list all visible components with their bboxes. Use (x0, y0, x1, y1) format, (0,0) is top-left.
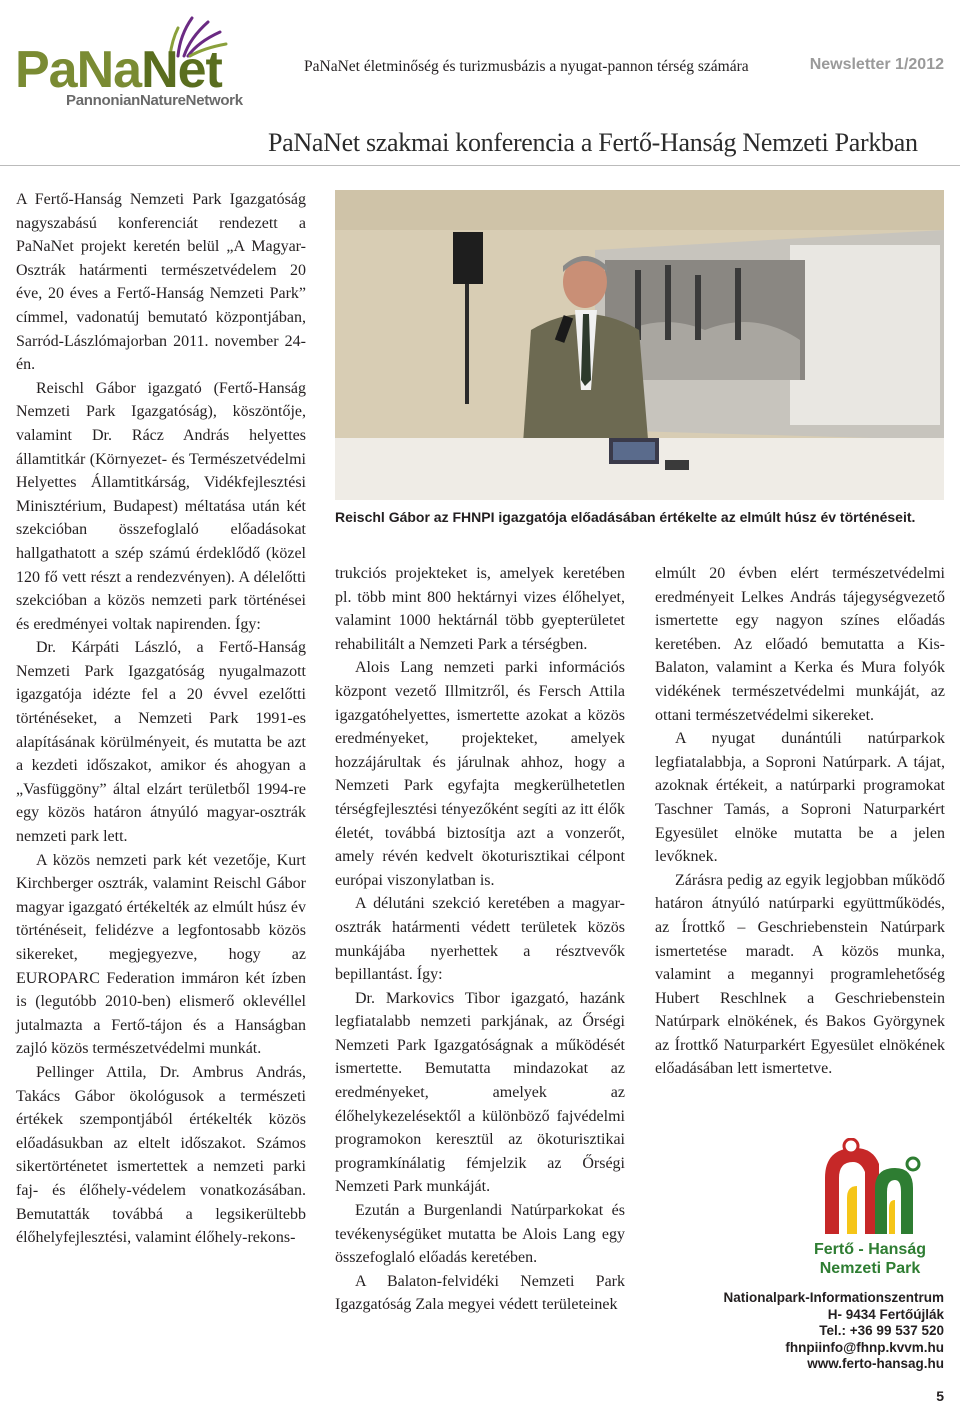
article-column-1 (16, 188, 306, 1250)
contact-address: H- 9434 Fertőújlák (827, 1306, 944, 1322)
paragraph: Alois Lang nemzeti parki információs központ vezető Illmitzről, és Fersch Attila igazgatóhelyettes, ismertette azokat a közös eredményeket, projekteket, amelyek hozzájárultak és járulnak ahhoz, hogy a Nemzeti Park egyfajta megkerülhetetlen térségfejlesztési tényezőként segíti az itt élők életét, továbbá biztosítja azt a vonzerőt, amely révén kedvelt ökoturisztikai célpont európai viszonylatban is. (335, 659, 625, 889)
contact-phone: Tel.: +36 99 537 520 (819, 1323, 944, 1338)
paragraph: trukciós projekteket is, amelyek keretében pl. több mint 800 hektárnyi vizes élőhelyet, valamint 1000 hektárnál több gyepterületet rehabilitált a Nemzeti Park a térségben. (335, 565, 625, 653)
paragraph: A Fertő-Hanság Nemzeti Park Igazgatóság nagyszabású konferenciát rendezett a PaNaNet projekt keretén belül „A Magyar-Osztrák határmenti természetvédelem 20 éve, 20 éves a Fertő-Hanság Nemzeti Park” címmel, vadonatúj bemutató központjában, Sarród-Lászlómajorban 2011. november 24-én. (16, 191, 306, 374)
contact-website[interactable]: www.ferto-hansag.hu (807, 1356, 944, 1371)
paragraph: A délutáni szekció keretében a magyar-osztrák határmenti védett területek közös munkájába nyerhettek a résztvevők bepillantást. Így: (335, 895, 625, 984)
paragraph: A közös nemzeti park két vezetője, Kurt Kirchberger osztrák, valamint Reischl Gábor magyar igazgató értékelték az elmúlt húsz év történéseit, felidézve a legfontosabb közös sikereket, megjegyezve, hogy az EUROPARC Federation immáron két ízben is (legutóbb 2010-ben) elismerő oklevéllel jutalmazta a Fertő-tájon és a Hanságban zajló közös természetvédelmi munkát. (16, 851, 306, 1058)
conference-photo (335, 190, 944, 500)
contact-block (723, 1290, 944, 1373)
article-column-3 (655, 562, 945, 1081)
paragraph: Dr. Kárpáti László, a Fertő-Hanság Nemzeti Park Igazgatóság nyugalmazott igazgatója idézte fel a 20 évvel ezelőtti történéseket, a Nemzeti Park 1991-es alapításának körülményeit, és mutatta be azt a kezdeti időszakot, amikor és ahogyan a „Vasfüggöny” által elzárt területből 1994-re egy közös határon átnyúló magyar-osztrák nemzeti park lett. (16, 639, 306, 846)
pananet-logo: PaNaNet (15, 41, 222, 99)
article-title: PaNaNet szakmai konferencia a Fertő-Hanság Nemzeti Parkban (268, 128, 918, 157)
paragraph: A Balaton-felvidéki Nemzeti Park Igazgatóság Zala megyei védett területeinek (335, 1272, 625, 1314)
paragraph: Reischl Gábor igazgató (Fertő-Hanság Nemzeti Park Igazgatóság), köszöntője, valamint Dr. Rácz András helyettes államtitkár (Környezet- és Természetvédelmi Helyettes Államtitkárság, Vidékfejlesztési Minisztérium, Budapest) méltatása után két szekcióban összefoglaló előadásokat hallgathatott a szép számú érdeklődő (közel 120 fő vett részt a rendezvényen). A délelőtti szekcióban a közös nemzeti park történései és eredményei voltak napirenden. Így: (16, 379, 306, 633)
contact-email[interactable]: fhnpiinfo@fhnp.kvvm.hu (785, 1339, 944, 1355)
photo-caption: Reischl Gábor az FHNPI igazgatója előadásában értékelte az elmúlt húsz év történéseit. (335, 509, 916, 525)
contact-org: Nationalpark-Informationszentrum (723, 1290, 944, 1305)
article-column-2 (335, 562, 625, 1317)
paragraph: Pellinger Attila, Dr. Ambrus András, Takács Gábor ökológusok a természeti értékek szempontjából értékelték közös előadásukban az eltelt időszakot. Számos sikertörténetet ismertettek a nemzeti parki faj- és élőhely-védelem vonatkozásában. Bemutatták továbbá a legsikerültebb élőhelyfejlesztési, valamint élőhely-rekons- (16, 1063, 306, 1247)
ferto-hansag-park-logo (795, 1138, 945, 1278)
paragraph: Zárásra pedig az egyik legjobban működő határon átnyúló natúrparki együttműködés, az Írottkő – Geschriebenstein Natúrpark ismertetése maradt. A közös munka, valamint a megannyi programlehetőség Hubert Reschlnek a Geschriebenstein Natúrpark elnökének, és Bakos Györgynek az Írottkő Naturparkért Egyesület elnökének előadásában lett ismertetve. (655, 871, 945, 1078)
newsletter-label: Newsletter 1/2012 (809, 56, 944, 73)
paragraph: Dr. Markovics Tibor igazgató, hazánk legfiatalabb nemzeti parkjának, az Őrségi Nemzeti Park Igazgatóságnak a működését ismertette. Bemutatta mindazokat az eredményeket, amelyek az élőhelykezelésektől a különböző fajvédelmi programokon keresztül az ökoturisztikai programkínálatig fémjelzik az Őrségi Nemzeti Park munkáját. (335, 989, 625, 1196)
page-number: 5 (936, 1388, 944, 1404)
header-divider (0, 165, 960, 166)
park-logo-line1: Fertő - Hanság (813, 1241, 927, 1258)
logo-subtitle: PannonianNatureNetwork (66, 92, 243, 109)
header-tagline: PaNaNet életminőség és turizmusbázis a nyugat-pannon térség számára (304, 58, 749, 75)
paragraph: Ezután a Burgenlandi Natúrparkokat és tevékenységüket mutatta be Alois Lang egy összefoglaló előadás keretében. (335, 1202, 625, 1267)
paragraph: A nyugat dunántúli natúrparkok legfiatalabbja, a Soproni Natúrpark. A tájat, azoknak értékeit, a natúrparki programokat Taschner Tamás, a Soproni Naturparkért Egyesület elnöke mutatta be a jelen levőknek. (655, 730, 945, 866)
park-logo-line2: Nemzeti Park (819, 1260, 921, 1277)
paragraph: elmúlt 20 évben elért természetvédelmi eredményeit Lelkes András tájegységvezető ismertette egy nagyon színes előadás keretében. Az előadó bemutatta a Kis-Balaton, valamint a Kerka és Mura folyók vidékének természetvédelmi munkáját, az ottani természetvédelmi sikereket. (655, 565, 945, 724)
